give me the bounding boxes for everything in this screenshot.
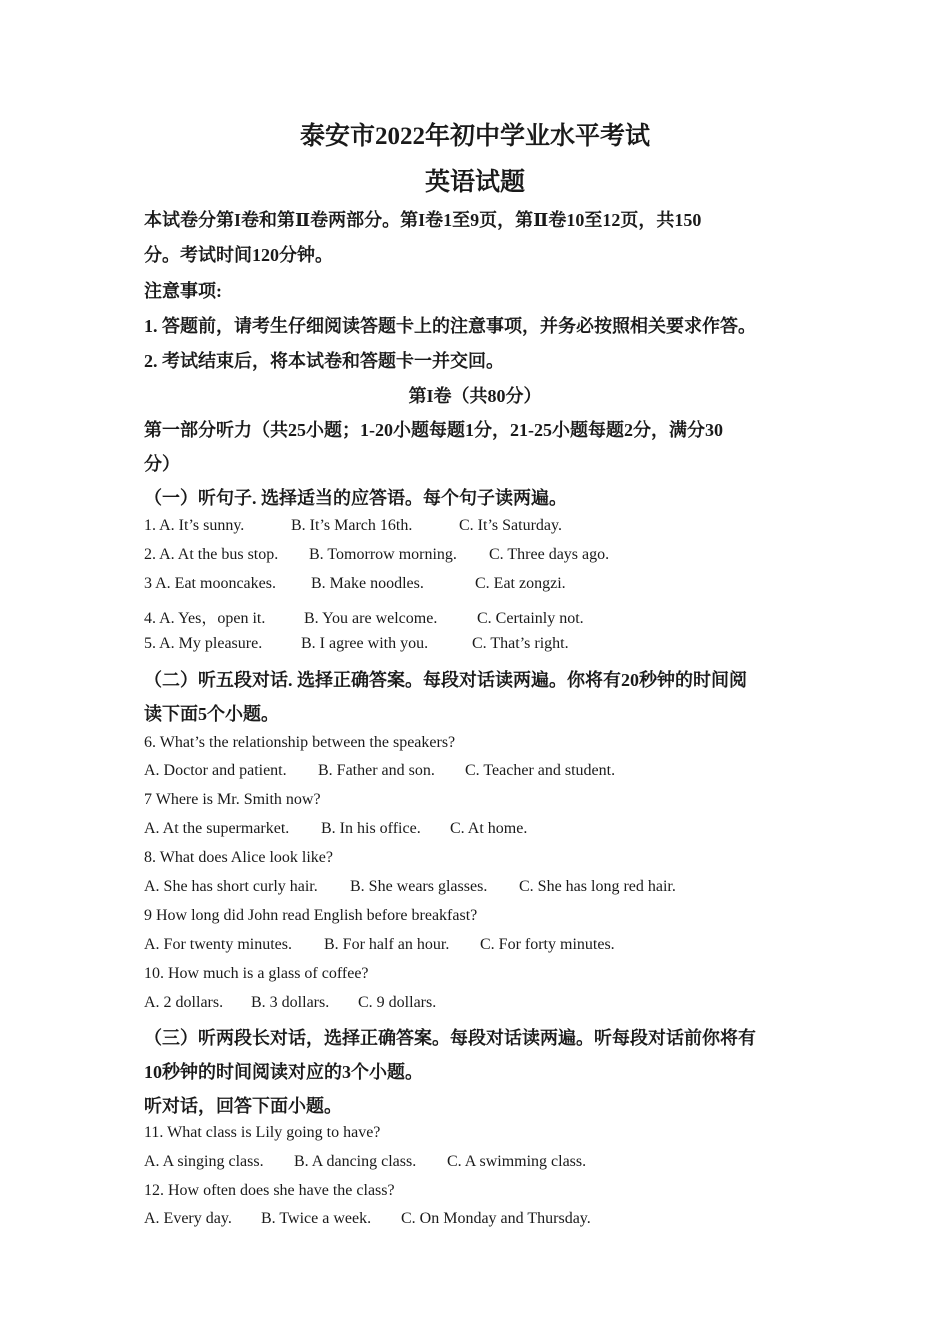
question-options (144, 1153, 586, 1171)
section-1-heading: （一）听句子. 选择适当的应答语。每个句子读两遍。 (144, 488, 567, 508)
exam-title: 泰安市2022年初中学业水平考试 (299, 123, 650, 150)
question-options (144, 936, 615, 954)
option-b: B. It’s March 16th. (291, 517, 413, 534)
option-c: C. On Monday and Thursday. (401, 1210, 591, 1227)
exam-subtitle: 英语试题 (424, 169, 525, 196)
option-a: 1. A. It’s sunny. (144, 517, 245, 534)
question-row (144, 635, 569, 653)
option-b: B. Father and son. (318, 762, 435, 779)
intro-line-2: 分。考试时间120分钟。 (144, 245, 333, 265)
intro-line-1: 本试卷分第I卷和第Ⅱ卷两部分。第I卷1至9页，第Ⅱ卷10至12页，共150 (144, 210, 702, 230)
option-b: B. 3 dollars. (251, 994, 330, 1011)
option-a: A. 2 dollars. (144, 994, 224, 1011)
option-c: C. Teacher and student. (465, 762, 616, 779)
option-a: 3 A. Eat mooncakes. (144, 575, 276, 592)
option-c: C. That’s right. (472, 635, 569, 652)
question-text: 9 How long did John read English before breakfast? (144, 907, 478, 924)
option-c: C. Certainly not. (477, 610, 584, 627)
part-1-heading-line-1: 第一部分听力（共25小题；1-20小题每题1分，21-25小题每题2分，满分30 (144, 420, 723, 440)
option-a: 5. A. My pleasure. (144, 635, 263, 652)
option-c: C. 9 dollars. (358, 994, 437, 1011)
option-c: C. She has long red hair. (519, 878, 676, 895)
option-a: A. She has short curly hair. (144, 878, 318, 895)
option-a: A. Every day. (144, 1210, 232, 1227)
question-text: 8. What does Alice look like? (144, 849, 333, 866)
question-text: 7 Where is Mr. Smith now? (144, 791, 321, 808)
question-options (144, 762, 615, 780)
option-c: C. Three days ago. (489, 546, 610, 563)
notes-heading: 注意事项: (144, 281, 222, 301)
question-row (144, 546, 609, 564)
option-b: B. A dancing class. (294, 1153, 417, 1170)
question-options (144, 820, 527, 838)
section-2-heading-line-2: 读下面5个小题。 (144, 704, 279, 724)
option-a: A. Doctor and patient. (144, 762, 287, 779)
section-3-sub-heading: 听对话，回答下面小题。 (144, 1096, 342, 1116)
option-b: B. Make noodles. (311, 575, 424, 592)
option-c: C. A swimming class. (447, 1153, 587, 1170)
question-row (144, 517, 562, 535)
section-3-heading-line-1: （三）听两段长对话，选择正确答案。每段对话读两遍。听每段对话前你将有 (144, 1028, 756, 1048)
question-text: 11. What class is Lily going to have? (144, 1124, 381, 1141)
option-b: B. Tomorrow morning. (309, 546, 457, 563)
section-3-heading-line-2: 10秒钟的时间阅读对应的3个小题。 (144, 1062, 423, 1082)
question-text: 6. What’s the relationship between the speakers? (144, 734, 456, 751)
option-b: B. She wears glasses. (350, 878, 488, 895)
option-b: B. For half an hour. (324, 936, 450, 953)
notes-item-1: 1. 答题前，请考生仔细阅读答题卡上的注意事项，并务必按照相关要求作答。 (144, 316, 756, 336)
option-b: B. Twice a week. (261, 1210, 372, 1227)
option-b: B. In his office. (321, 820, 421, 837)
notes-item-2: 2. 考试结束后，将本试卷和答题卡一并交回。 (144, 351, 504, 371)
option-c: C. At home. (450, 820, 528, 837)
option-c: C. It’s Saturday. (459, 517, 562, 534)
question-options (144, 878, 676, 896)
option-c: C. For forty minutes. (480, 936, 615, 953)
option-a: A. A singing class. (144, 1153, 264, 1170)
option-a: 4. A. Yes，open it. (144, 610, 266, 627)
question-options (144, 994, 436, 1012)
option-b: B. I agree with you. (301, 635, 429, 652)
option-a: A. At the supermarket. (144, 820, 290, 837)
question-options (144, 1210, 591, 1228)
volume-1-heading: 第I卷（共80分） (408, 386, 542, 406)
question-row (144, 575, 566, 593)
option-c: C. Eat zongzi. (475, 575, 566, 592)
section-2-heading-line-1: （二）听五段对话. 选择正确答案。每段对话读两遍。你将有20秒钟的时间阅 (144, 670, 747, 690)
part-1-heading-line-2: 分） (144, 454, 180, 474)
question-text: 10. How much is a glass of coffee? (144, 965, 369, 982)
question-row (144, 605, 584, 628)
option-b: B. You are welcome. (304, 610, 438, 627)
question-text: 12. How often does she have the class? (144, 1182, 395, 1199)
option-a: 2. A. At the bus stop. (144, 546, 279, 563)
option-a: A. For twenty minutes. (144, 936, 292, 953)
